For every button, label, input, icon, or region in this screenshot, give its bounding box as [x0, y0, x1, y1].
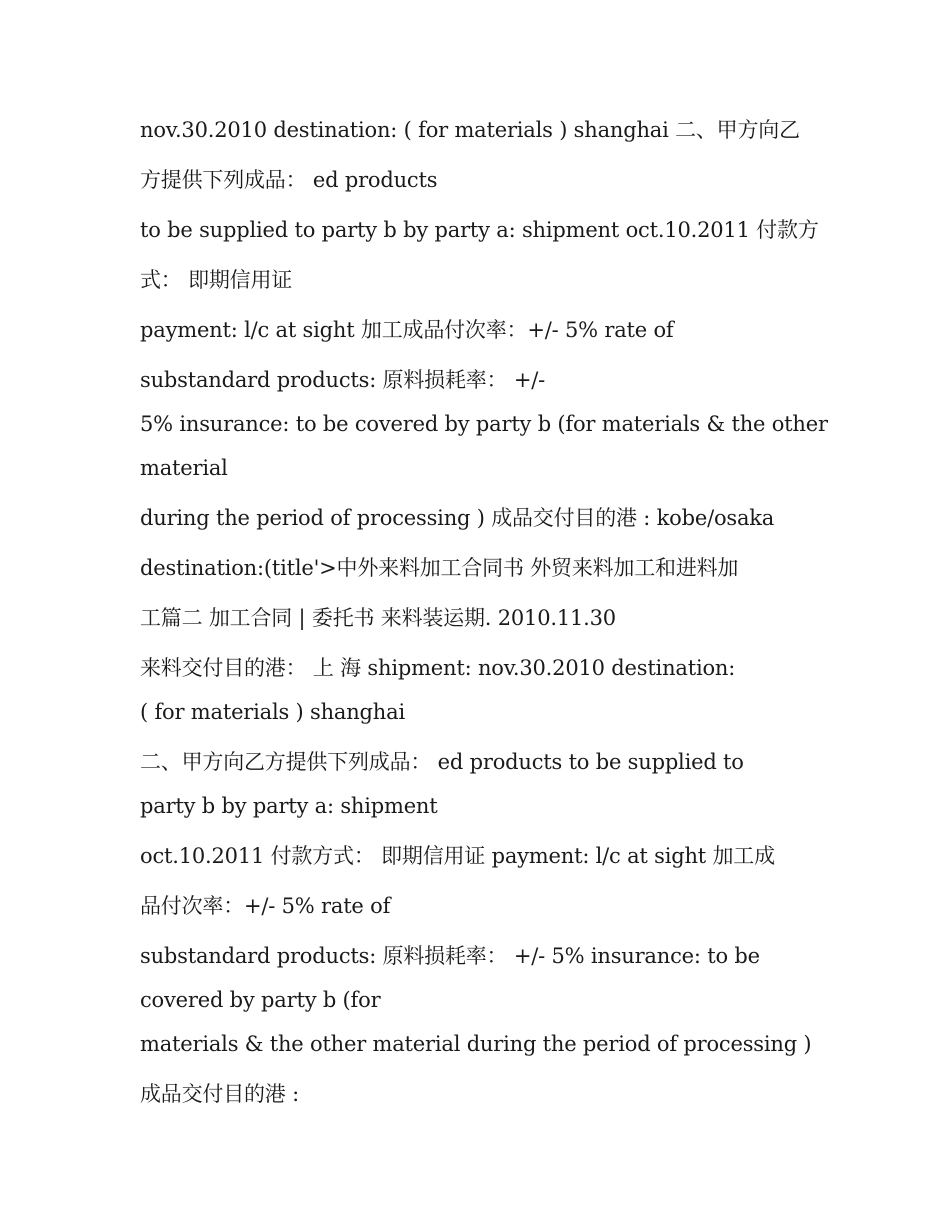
- text-line: oct.10.2011 付款方式： 即期信用证 payment: l/c at sight 加工成: [140, 844, 775, 868]
- text-line: materials & the other material during the period of processing ): [140, 1032, 812, 1056]
- text-line: to be supplied to party b by party a: shipment oct.10.2011 付款方: [140, 218, 819, 242]
- text-line: 方提供下列成品： ed products: [140, 168, 438, 192]
- text-line: during the period of processing ) 成品交付目的港 : kobe/osaka: [140, 506, 775, 530]
- text-line: 品付次率：+/- 5% rate of: [140, 894, 391, 918]
- text-line: payment: l/c at sight 加工成品付次率：+/- 5% rate of: [140, 318, 674, 342]
- text-line: nov.30.2010 destination: ( for materials ) shanghai 二、甲方向乙: [140, 118, 800, 142]
- text-line: 成品交付目的港 :: [140, 1082, 299, 1106]
- text-line: substandard products: 原料损耗率： +/-: [140, 368, 545, 392]
- text-line: covered by party b (for: [140, 988, 381, 1012]
- text-line: party b by party a: shipment: [140, 794, 438, 818]
- text-line: 工篇二 加工合同 | 委托书 来料装运期. 2010.11.30: [140, 606, 616, 630]
- text-line: 二、甲方向乙方提供下列成品： ed products to be supplied to: [140, 750, 744, 774]
- text-line: destination:(title'>中外来料加工合同书 外贸来料加工和进料加: [140, 556, 739, 580]
- text-line: 式： 即期信用证: [140, 268, 293, 292]
- text-line: ( for materials ) shanghai: [140, 700, 405, 724]
- text-line: substandard products: 原料损耗率： +/- 5% insurance: to be: [140, 944, 760, 968]
- document-body: [140, 108, 828, 1122]
- text-line: 5% insurance: to be covered by party b (for materials & the other: [140, 412, 828, 436]
- text-line: 来料交付目的港： 上 海 shipment: nov.30.2010 destination:: [140, 656, 736, 680]
- text-line: material: [140, 456, 228, 480]
